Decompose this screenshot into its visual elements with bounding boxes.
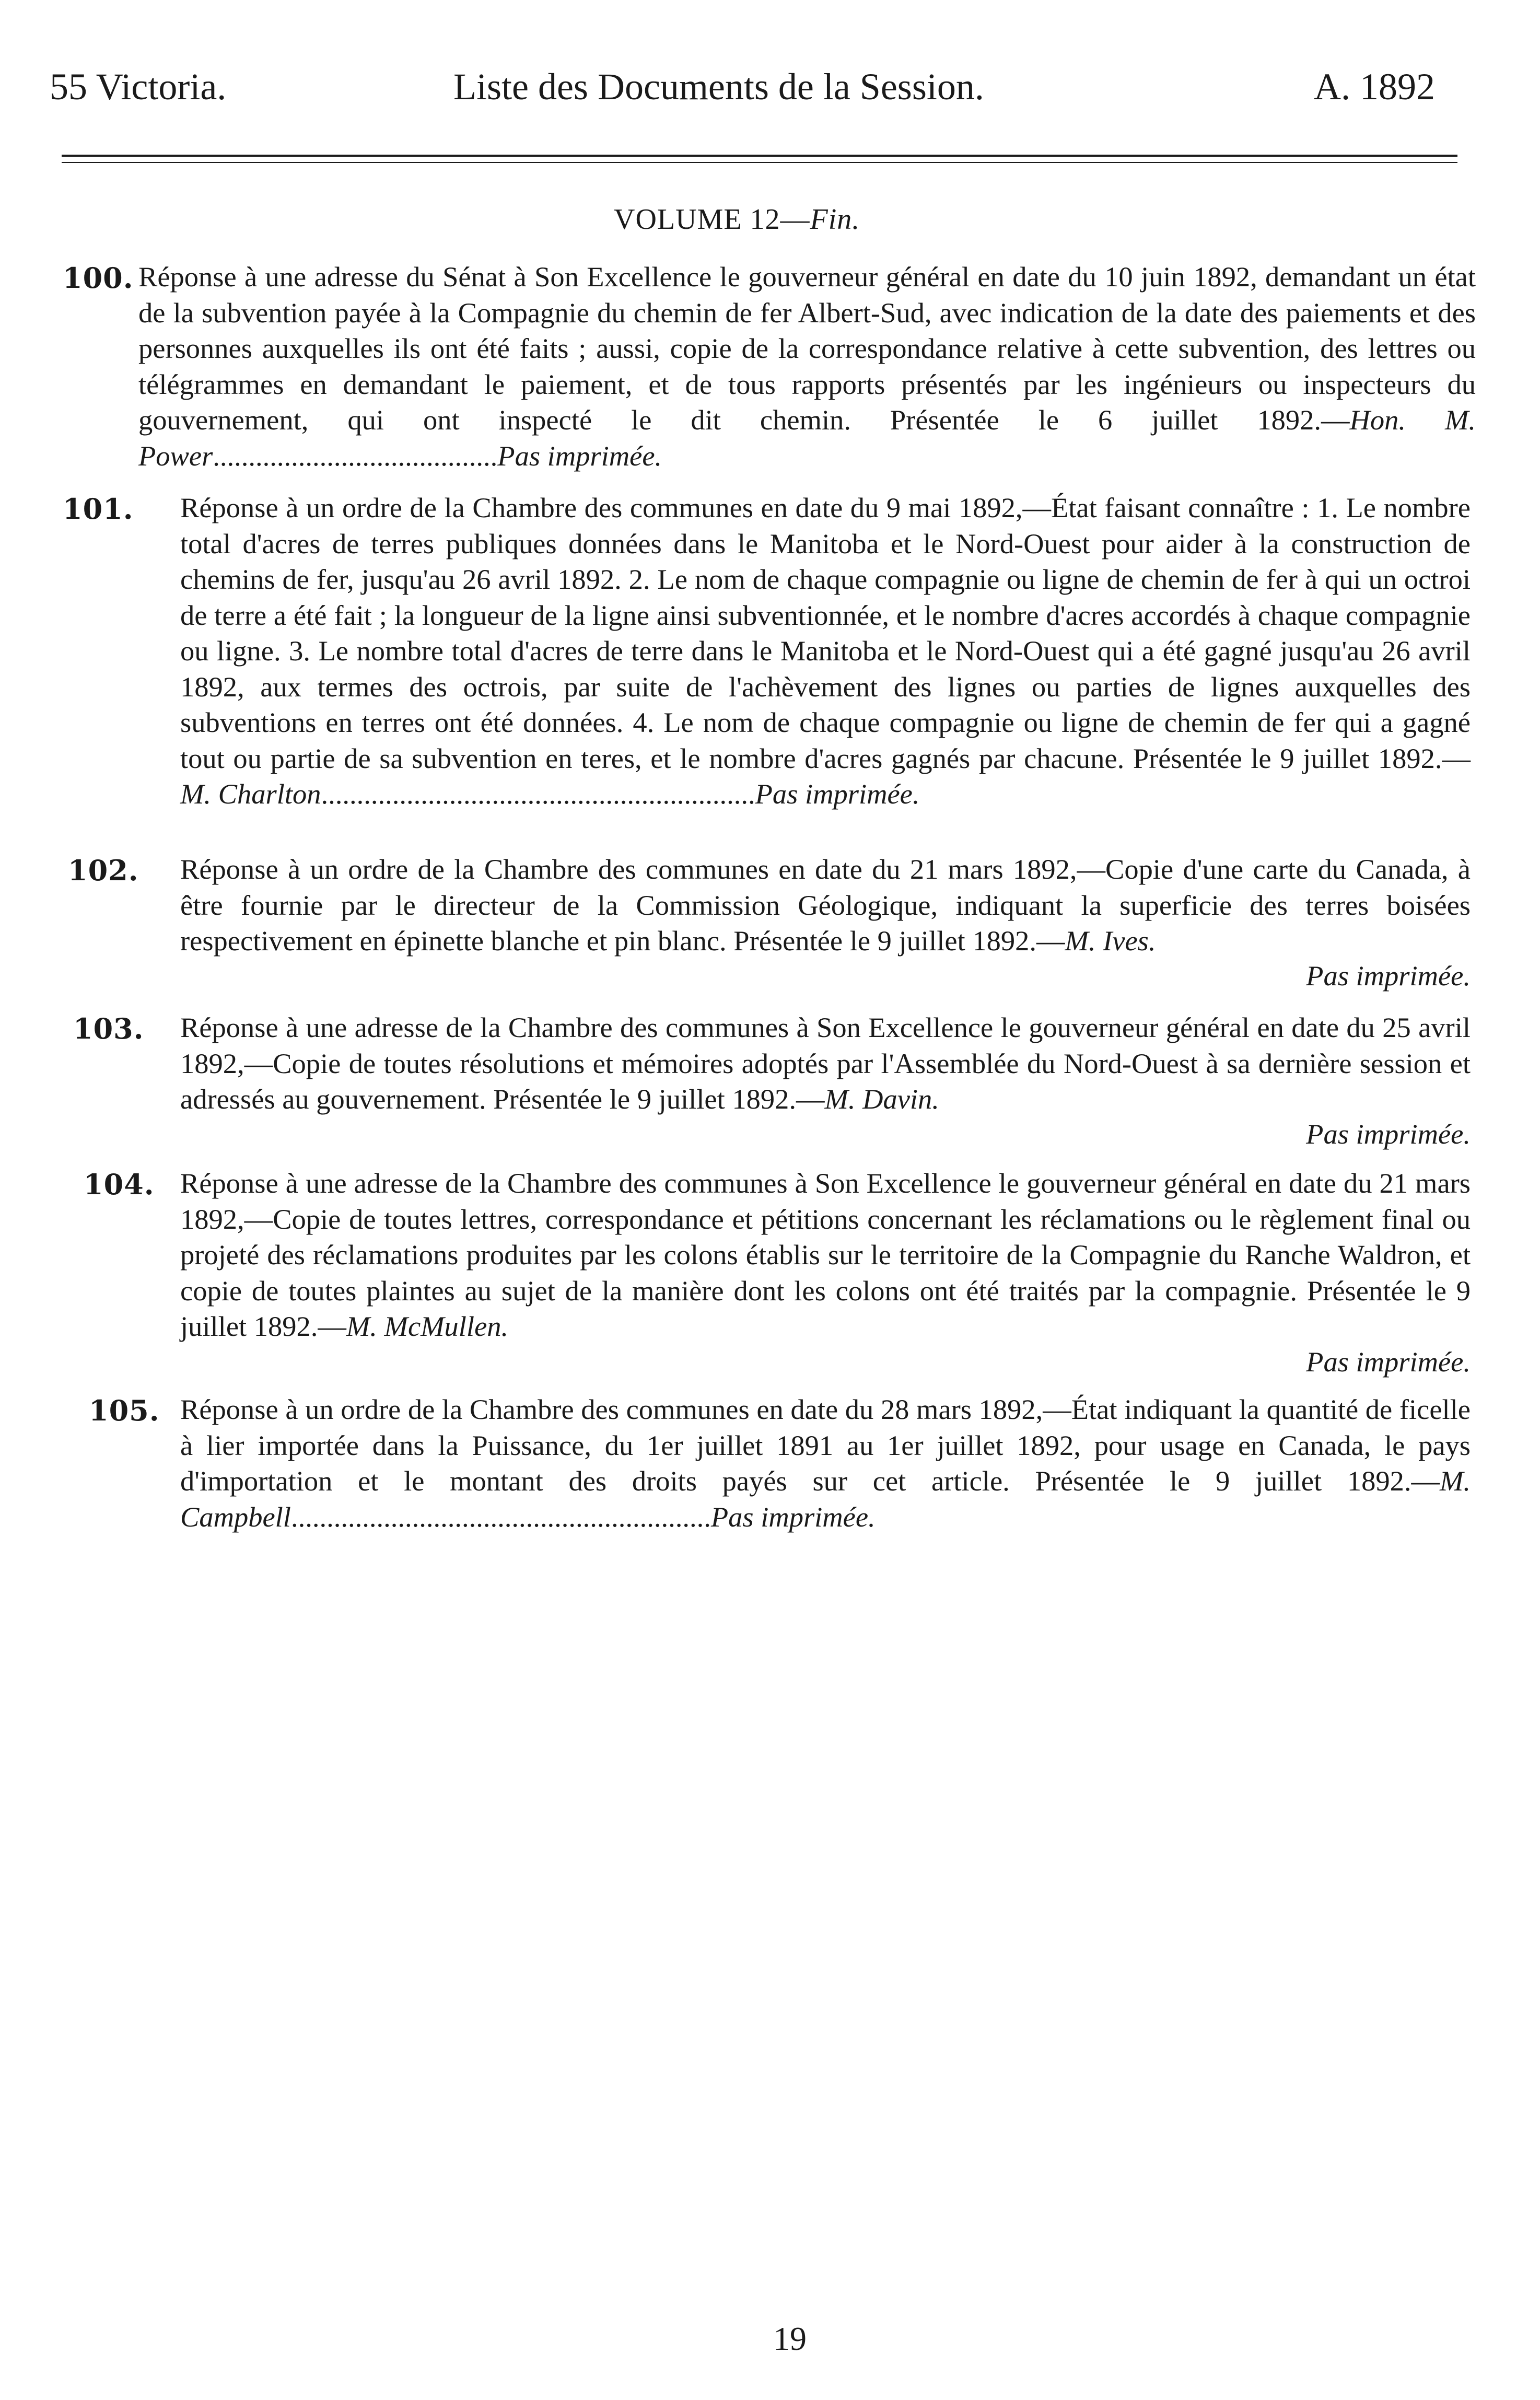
- entry-presenter: M. Charlton: [180, 778, 321, 810]
- entry-number: 103.: [73, 1012, 144, 1045]
- entry-number: 105.: [89, 1394, 160, 1427]
- entry-presenter: Hon. M. Power: [138, 404, 1476, 472]
- entry-number: 104.: [84, 1168, 155, 1201]
- entry-status: Pas imprimée.: [1306, 960, 1471, 992]
- entry-status: Pas imprimée.: [1306, 1346, 1471, 1378]
- entry-status: Pas imprimée.: [1306, 1118, 1471, 1150]
- header-year: A. 1892: [1314, 66, 1435, 108]
- header-session: 55 Victoria.: [50, 66, 227, 108]
- entry-body: Réponse à un ordre de la Chambre des communes en date du 28 mars 1892,—État indiquant la quantité de ficelle à lier importée dans la Puissance, du 1er juillet 1891 au 1er juillet 1892, pour usage en Canada, le pays d'importation et le montant des droits payés sur cet article. Présentée le 9 juillet 1892.—: [180, 1393, 1471, 1497]
- entry-body: Réponse à une adresse de la Chambre des communes à Son Excellence le gouverneur général en date du 25 avril 1892,—Copie de toutes résolutions et mémoires adoptés par l'Assemblée du Nord-Ouest à sa dernière session et adressés au gouvernement. Présentée le 9 juillet 1892.—: [180, 1011, 1471, 1115]
- header-title: Liste des Documents de la Session.: [453, 66, 984, 108]
- entry-body: Réponse à une adresse du Sénat à Son Excellence le gouverneur général en date du 10 juin 1892, demandant un état de la subvention payée à la Compagnie du chemin de fer Albert-Sud, avec indication de la date des paiements et des personnes auxquelles ils ont été faits ; aussi, copie de la correspondance relative à cette subvention, des lettres ou télégrammes en demandant le paiement, et de tous rapports présentés par les ingénieurs ou inspecteurs du gouvernement, qui ont inspecté le dit chemin. Présentée le 6 juillet 1892.—: [138, 261, 1476, 436]
- entry-status: Pas imprimée.: [497, 439, 662, 472]
- header-rule-thin: [62, 162, 1457, 163]
- header-rule-thick: [62, 155, 1457, 157]
- volume-heading: [614, 203, 860, 236]
- entry-status: Pas imprimée.: [755, 778, 920, 810]
- entry-text: [180, 1392, 1471, 1535]
- entry-text: [180, 490, 1471, 812]
- entry-leader: ........................................: [213, 439, 498, 472]
- entry-text: [180, 852, 1471, 959]
- entry-presenter: M. McMullen.: [346, 1310, 509, 1342]
- entry-text: [138, 259, 1476, 474]
- entry-number: 101.: [63, 492, 134, 526]
- entry-number: 100.: [63, 261, 134, 295]
- volume-heading-italic: Fin.: [810, 203, 860, 236]
- entry-status: Pas imprimée.: [710, 1500, 876, 1533]
- entry-presenter: M. Davin.: [824, 1083, 939, 1115]
- entry-text: [180, 1166, 1471, 1345]
- entry-body: Réponse à une adresse de la Chambre des communes à Son Excellence le gouverneur général en date du 21 mars 1892,—Copie de toutes lettres, correspondance et pétitions concernant les réclamations ou le règlement final ou projeté des réclamations produites par les colons établis sur le territoire de la Compagnie du Ranche Waldron, et copie de toutes plaintes au sujet de la manière dont les colons ont été traités par la compagnie. Présentée le 9 juillet 1892.—: [180, 1167, 1471, 1342]
- entry-presenter: M. Ives.: [1065, 925, 1156, 957]
- entry-number: 102.: [68, 854, 139, 887]
- volume-heading-text: VOLUME 12—: [614, 203, 810, 236]
- page-number: 19: [773, 2320, 807, 2357]
- entry-leader: ...........................................................: [290, 1500, 711, 1533]
- entry-presenter: M. Campbell: [180, 1465, 1471, 1533]
- entry-leader: .............................................................: [321, 778, 755, 810]
- entry-body: Réponse à un ordre de la Chambre des communes en date du 21 mars 1892,—Copie d'une carte du Canada, à être fournie par le directeur de la Commission Géologique, indiquant la superficie des terres boisées respectivement en épinette blanche et pin blanc. Présentée le 9 juillet 1892.—: [180, 853, 1471, 957]
- entry-text: [180, 1010, 1471, 1117]
- entry-body: Réponse à un ordre de la Chambre des communes en date du 9 mai 1892,—État faisant connaître : 1. Le nombre total d'acres de terres publiques données dans le Manitoba et le Nord-Ouest pour aider à la construction de chemins de fer, jusqu'au 26 avril 1892. 2. Le nom de chaque compagnie ou ligne de chemin de fer à qui un octroi de terre a été fait ; la longueur de la ligne ainsi subventionnée, et le nombre d'acres accordés à chaque compagnie ou ligne. 3. Le nombre total d'acres de terre dans le Manitoba et le Nord-Ouest qui a été gagné jusqu'au 26 avril 1892, aux termes des octrois, par suite de l'achèvement des lignes ou parties de lignes auxquelles des subventions en terres ont été données. 4. Le nom de chaque compagnie ou ligne de chemin de fer qui a gagné tout ou partie de sa subvention en teres, et le nombre d'acres gagnés par chacune. Présentée le 9 juillet 1892.—: [180, 492, 1471, 774]
